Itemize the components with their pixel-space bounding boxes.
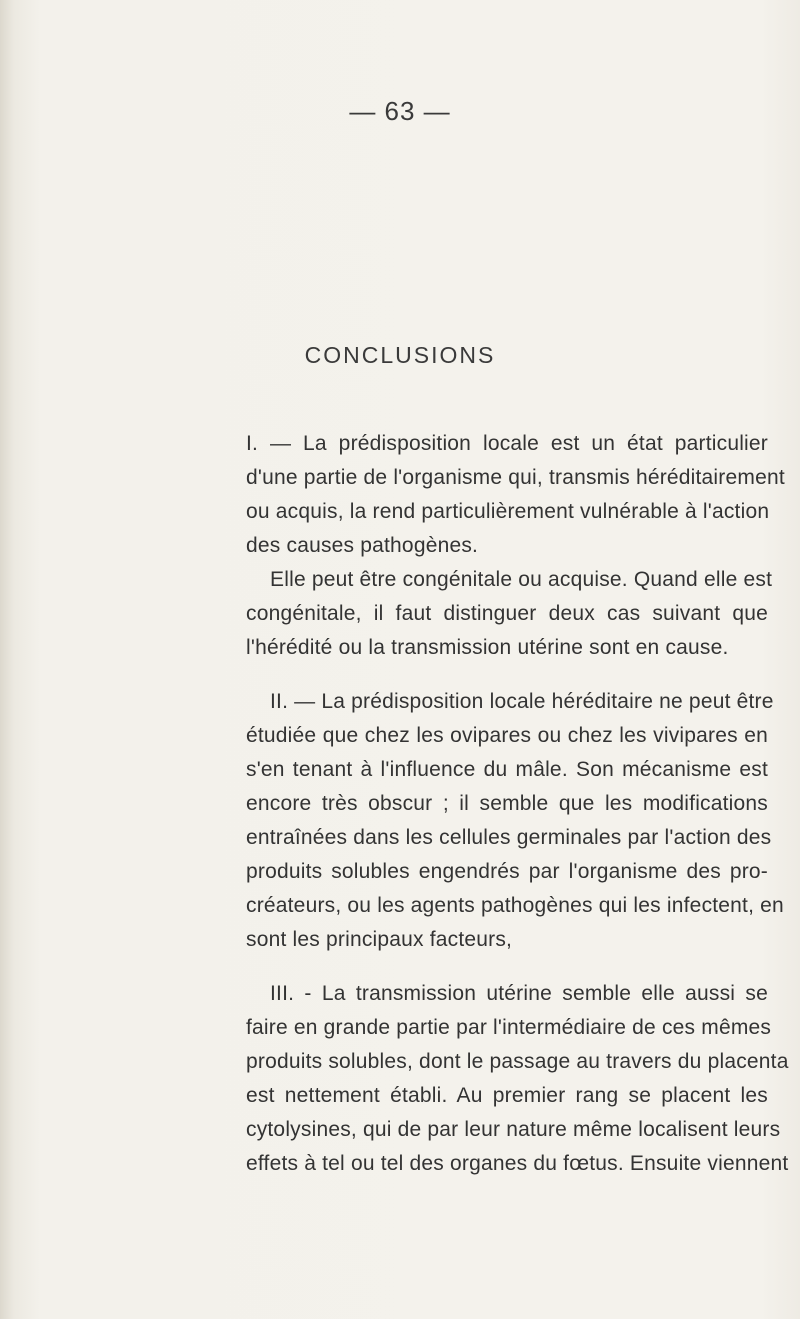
- text-line: sont les principaux facteurs,: [246, 928, 513, 951]
- text-line: ou acquis, la rend particulièrement vulnérable à l'action: [246, 500, 770, 523]
- page-number: — 63 —: [349, 96, 451, 126]
- text-line: congénitale, il faut distinguer deux cas suivant que: [246, 602, 768, 625]
- text-line: cytolysines, qui de par leur nature même localisent leurs: [246, 1118, 781, 1141]
- text-line: faire en grande partie par l'intermédiaire de ces mêmes: [246, 1016, 772, 1039]
- text-line: II. — La prédisposition locale héréditaire ne peut être: [270, 690, 774, 713]
- text-line: entraînées dans les cellules germinales par l'action des: [246, 826, 772, 849]
- text-line: Elle peut être congénitale ou acquise. Quand elle est: [270, 568, 773, 591]
- text-line: créateurs, ou les agents pathogènes qui les infectent, en: [246, 894, 784, 917]
- text-line: l'hérédité ou la transmission utérine sont en cause.: [246, 636, 729, 659]
- text-line: s'en tenant à l'influence du mâle. Son mécanisme est: [246, 758, 768, 781]
- text-line: encore très obscur ; il semble que les modifications: [246, 792, 768, 815]
- text-line: d'une partie de l'organisme qui, transmis héréditairement: [246, 466, 785, 489]
- text-line: I. — La prédisposition locale est un état particulier: [246, 432, 768, 455]
- section-heading: CONCLUSIONS: [304, 342, 496, 368]
- text-line: produits solubles engendrés par l'organisme des pro-: [246, 860, 768, 883]
- text-line: III. - La transmission utérine semble elle aussi se: [270, 982, 768, 1005]
- text-line: des causes pathogènes.: [246, 534, 479, 557]
- text-line: effets à tel ou tel des organes du fœtus. Ensuite viennent: [246, 1152, 789, 1175]
- text-line: étudiée que chez les ovipares ou chez les vivipares en: [246, 724, 768, 747]
- text-line: produits solubles, dont le passage au travers du placenta: [246, 1050, 789, 1073]
- text-line: est nettement établi. Au premier rang se placent les: [246, 1084, 768, 1107]
